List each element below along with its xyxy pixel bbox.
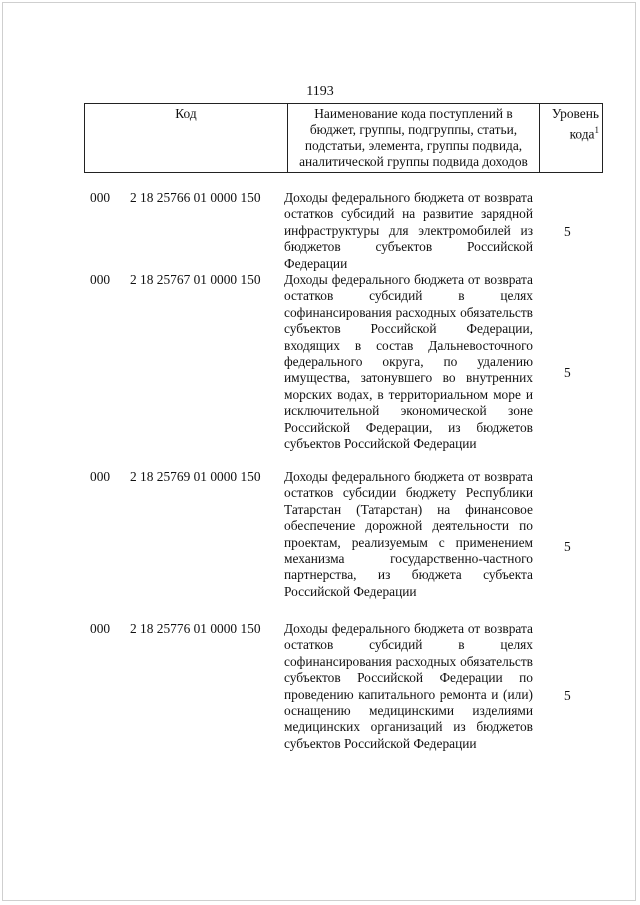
header-level — [540, 104, 603, 173]
row-level: 5 — [564, 365, 571, 380]
row-prefix: 000 — [90, 272, 111, 287]
table-header — [84, 103, 603, 173]
row-code: 2 18 25769 01 0000 150 — [130, 469, 261, 484]
row-name: Доходы федерального бюджета от возврата остатков субсидий в целях софинансирования расходных обязательств субъектов Российской Федерации по проведению капитального ремонта и (или) оснащению медицинскими изделиями медицинских организаций из бюджетов субъектов Российской Федерации — [284, 621, 533, 751]
header-level-label: Уровень кода — [551, 106, 599, 142]
row-code: 2 18 25767 01 0000 150 — [130, 272, 261, 287]
header-name: Наименование кода поступлений в бюджет, группы, подгруппы, статьи, подстатьи, элемента, группы подвида, аналитической группы подвида доходов — [288, 104, 540, 173]
row-prefix: 000 — [90, 621, 111, 636]
row-name: Доходы федерального бюджета от возврата остатков субсидий на развитие зарядной инфраструктуры для электромобилей из бюджетов субъектов Российской Федерации — [284, 190, 533, 271]
row-prefix: 000 — [90, 190, 111, 205]
row-code: 2 18 25766 01 0000 150 — [130, 190, 261, 205]
row-level: 5 — [564, 688, 571, 703]
page-number: 1193 — [306, 84, 334, 99]
row-name: Доходы федерального бюджета от возврата остатков субсидий в целях софинансирования расходных обязательств субъектов Российской Федерации, входящих в состав Дальневосточного федерального округа, по удалению имущества, затонувшего во внутренних морских водах, в территориальном море и исключительной экономической зоне Российской Федерации, из бюджетов субъектов Российской Федерации — [284, 272, 533, 452]
header-code: Код — [85, 104, 288, 173]
row-level: 5 — [564, 224, 571, 239]
row-code: 2 18 25776 01 0000 150 — [130, 621, 261, 636]
row-prefix: 000 — [90, 469, 111, 484]
header-level-footnote: 1 — [594, 125, 599, 135]
row-name: Доходы федерального бюджета от возврата остатков субсидии бюджету Республики Татарстан (Татарстан) на финансовое обеспечение дорожной деятельности по проектам, реализуемым с применением механизма государственно-частного партнерства, из бюджета субъекта Российской Федерации — [284, 469, 533, 599]
row-level: 5 — [564, 539, 571, 554]
